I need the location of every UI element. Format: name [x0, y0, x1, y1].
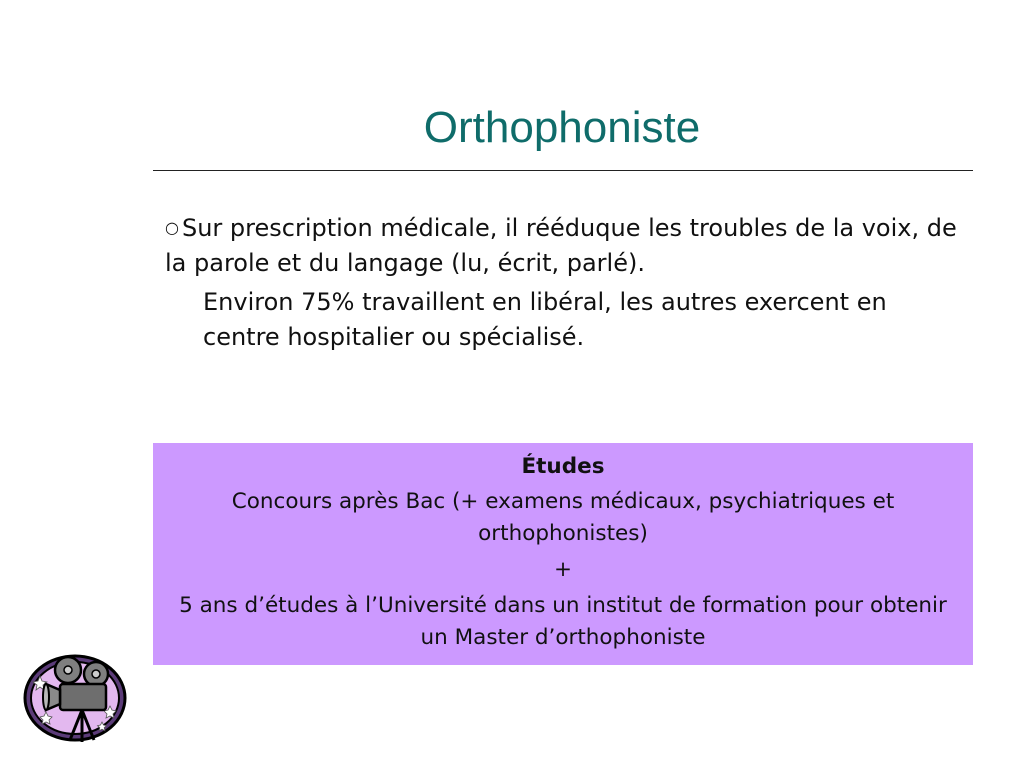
bullet-text: Sur prescription médicale, il rééduque les troubles de la voix, de la parole et du langage (lu, écrit, parlé).	[165, 214, 957, 277]
title-divider	[153, 170, 973, 171]
slide-title: Orthophoniste	[423, 103, 701, 152]
studies-line-concours: Concours après Bac (+ examens médicaux, psychiatriques et orthophonistes)	[231, 489, 895, 546]
movie-camera-icon	[22, 650, 132, 748]
studies-heading: Études	[521, 454, 605, 479]
bullet-item	[165, 210, 965, 281]
bullet-sub-paragraph: Environ 75% travaillent en libéral, les autres exercent en centre hospitalier ou spécialisé.	[203, 288, 887, 351]
circle-bullet-icon: ○	[165, 218, 179, 237]
studies-plus: +	[553, 557, 572, 582]
studies-box	[153, 443, 973, 665]
studies-line-universite: 5 ans d’études à l’Université dans un institut de formation pour obtenir un Master d’orthophoniste	[179, 593, 947, 650]
